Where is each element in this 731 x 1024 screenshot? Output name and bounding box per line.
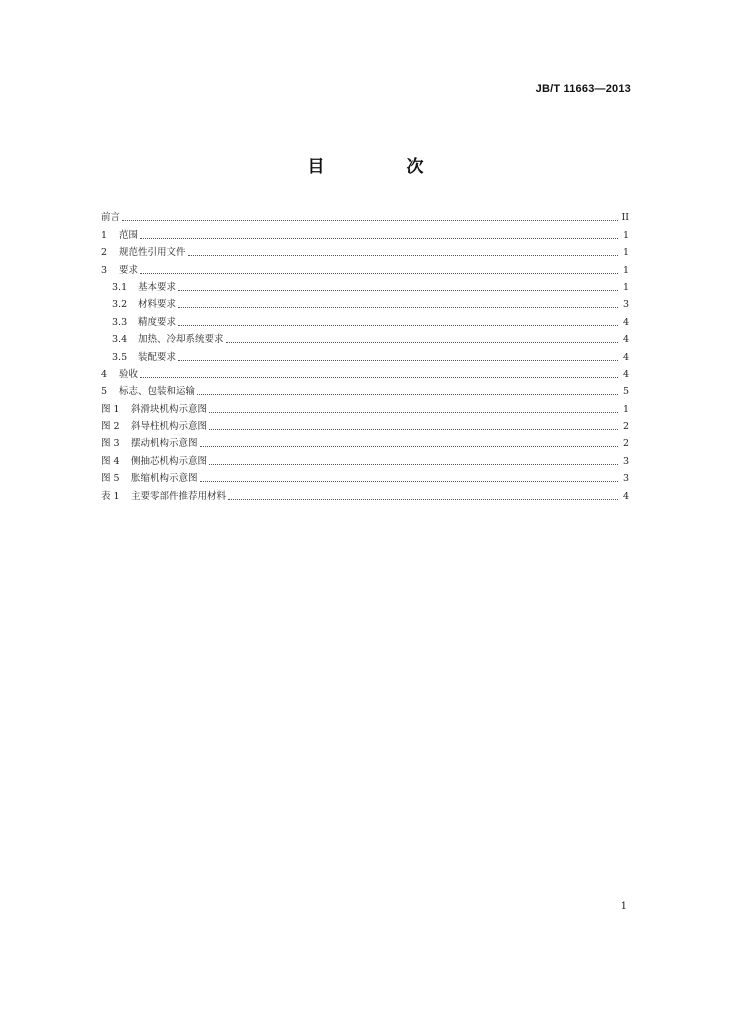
toc-entry-title: 装配要求 xyxy=(138,351,177,363)
toc-entry[interactable] xyxy=(101,242,629,259)
toc-entry-title: 精度要求 xyxy=(138,316,177,328)
toc-entry-number: 表 1 xyxy=(101,490,120,502)
toc-entry-page: 2 xyxy=(622,421,629,433)
toc-entry[interactable] xyxy=(101,224,629,241)
toc-leader-dots xyxy=(228,499,618,500)
toc-leader-dots xyxy=(197,394,618,395)
toc-entry-number: 3.5 xyxy=(112,351,128,363)
toc-entry[interactable] xyxy=(101,381,629,398)
toc-leader-dots xyxy=(122,220,618,221)
toc-leader-dots xyxy=(209,464,618,465)
toc-leader-dots xyxy=(178,325,618,326)
toc-entry-title: 标志、包装和运输 xyxy=(119,386,196,398)
toc-entry-page: 2 xyxy=(622,438,629,450)
toc-entry-title: 侧抽芯机构示意图 xyxy=(131,455,208,467)
toc-entry-page: 1 xyxy=(622,264,629,276)
toc-entry-title: 基本要求 xyxy=(138,281,177,293)
page-number: 1 xyxy=(620,901,627,912)
toc-leader-dots xyxy=(140,273,618,274)
toc-entry-title: 加热、冷却系统要求 xyxy=(138,334,224,346)
toc-leader-dots xyxy=(226,342,618,343)
toc-entry[interactable] xyxy=(101,259,629,276)
toc-entry-title: 材料要求 xyxy=(138,299,177,311)
toc-leader-dots xyxy=(200,446,618,447)
toc-leader-dots xyxy=(188,255,618,256)
toc-entry-title: 前言 xyxy=(101,212,121,224)
toc-entry-page: II xyxy=(621,212,629,224)
toc-entry[interactable] xyxy=(101,433,629,450)
toc-title: 目 次 xyxy=(307,157,462,177)
toc-entry-number: 2 xyxy=(101,247,108,259)
toc-entry-page: 1 xyxy=(622,403,629,415)
toc-entry-page: 3 xyxy=(622,473,629,485)
toc-entry[interactable] xyxy=(101,450,629,467)
toc-entry-title: 斜滑块机构示意图 xyxy=(131,403,208,415)
toc-entry-title: 主要零部件推荐用材料 xyxy=(131,490,227,502)
toc-entry[interactable] xyxy=(101,468,629,485)
toc-entry-number: 图 3 xyxy=(101,438,120,450)
toc-entry-number: 3.2 xyxy=(112,299,128,311)
toc-entry-number: 图 2 xyxy=(101,421,120,433)
toc-leader-dots xyxy=(209,412,618,413)
toc-entry-page: 1 xyxy=(622,229,629,241)
toc-entry-number: 5 xyxy=(101,386,108,398)
toc-entry-number: 3.4 xyxy=(112,334,128,346)
toc-entry-number: 4 xyxy=(101,368,108,380)
toc-entry[interactable] xyxy=(101,277,629,294)
toc-entry-page: 3 xyxy=(622,299,629,311)
toc-entry-page: 4 xyxy=(622,368,629,380)
toc-entry-page: 5 xyxy=(622,386,629,398)
toc-entry-number: 1 xyxy=(101,229,108,241)
toc-leader-dots xyxy=(140,238,618,239)
toc-entry-number: 3.1 xyxy=(112,281,128,293)
toc-entry-page: 4 xyxy=(622,490,629,502)
toc-entry[interactable] xyxy=(101,294,629,311)
toc-entry[interactable] xyxy=(101,416,629,433)
toc-leader-dots xyxy=(209,429,618,430)
toc-entry[interactable] xyxy=(101,346,629,363)
table-of-contents xyxy=(101,207,629,503)
toc-leader-dots xyxy=(200,481,618,482)
toc-entry-title: 验收 xyxy=(119,368,139,380)
toc-leader-dots xyxy=(178,360,618,361)
toc-entry-number: 3.3 xyxy=(112,316,128,328)
toc-entry-page: 1 xyxy=(622,281,629,293)
toc-entry-title: 斜导柱机构示意图 xyxy=(131,421,208,433)
toc-entry-number: 3 xyxy=(101,264,108,276)
toc-entry[interactable] xyxy=(101,398,629,415)
toc-entry-title: 胀缩机构示意图 xyxy=(131,473,198,485)
toc-entry-page: 1 xyxy=(622,247,629,259)
toc-entry-number: 图 1 xyxy=(101,403,120,415)
toc-entry-title: 要求 xyxy=(119,264,139,276)
toc-entry-number: 图 4 xyxy=(101,455,120,467)
toc-entry[interactable] xyxy=(101,311,629,328)
toc-entry-page: 3 xyxy=(622,455,629,467)
toc-entry-page: 4 xyxy=(622,316,629,328)
standard-number: JB/T 11663—2013 xyxy=(535,83,631,95)
toc-leader-dots xyxy=(178,307,618,308)
toc-entry-title: 范围 xyxy=(119,229,139,241)
toc-entry[interactable] xyxy=(101,329,629,346)
toc-entry[interactable] xyxy=(101,485,629,502)
toc-entry-page: 4 xyxy=(622,351,629,363)
toc-entry[interactable] xyxy=(101,364,629,381)
toc-entry-number: 图 5 xyxy=(101,473,120,485)
toc-leader-dots xyxy=(178,290,618,291)
toc-entry-page: 4 xyxy=(622,334,629,346)
toc-entry-title: 摆动机构示意图 xyxy=(131,438,198,450)
toc-entry[interactable] xyxy=(101,207,629,224)
toc-leader-dots xyxy=(140,377,618,378)
toc-entry-title: 规范性引用文件 xyxy=(119,247,186,259)
